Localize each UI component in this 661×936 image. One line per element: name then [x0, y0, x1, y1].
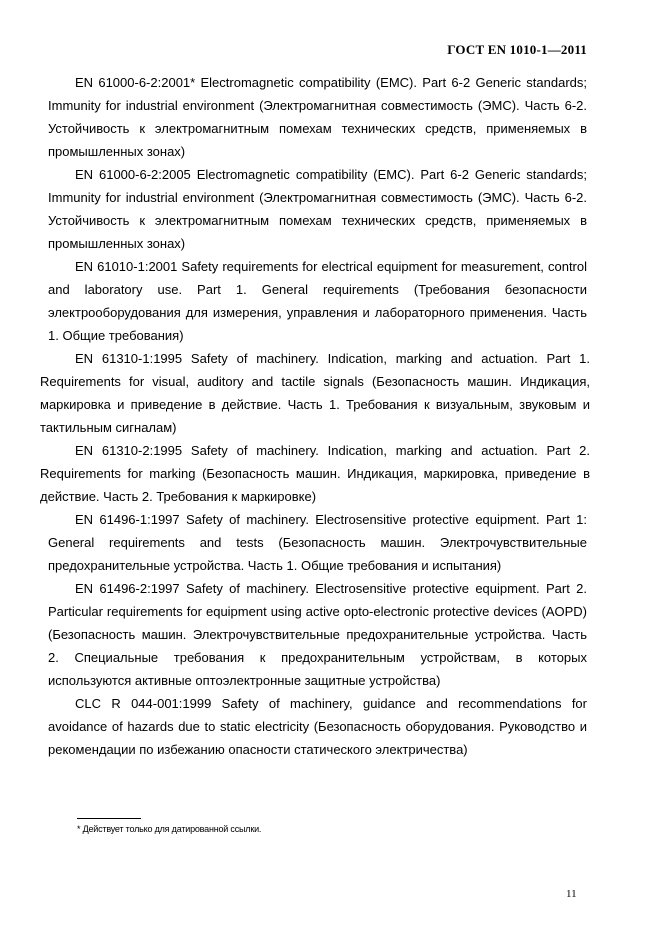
page-header-standard-code: ГОСТ EN 1010-1—2011 [447, 42, 587, 57]
reference-item: EN 61010-1:2001 Safety requirements for electrical equipment for measurement, control and laboratory use. Part 1. General requirements (Требования безопасности электрооборудования для измерения, управления и лабораторного применения. Часть 1. Общие требования) [48, 259, 587, 343]
page-number: 11 [566, 888, 577, 900]
reference-item: EN 61310-2:1995 Safety of machinery. Indication, marking and actuation. Part 2. Requirements for marking (Безопасность машин. Индикация, маркировка, приведение в действие. Часть 2. Требования к маркировке) [40, 443, 590, 504]
references-list [40, 71, 590, 761]
footnote: * Действует только для датированной ссылки. [77, 824, 262, 834]
reference-item: EN 61310-1:1995 Safety of machinery. Indication, marking and actuation. Part 1. Requirements for visual, auditory and tactile signals (Безопасность машин. Индикация, маркировка и приведение в действие. Часть 1. Требования к визуальным, звуковым и тактильным сигналам) [40, 351, 590, 435]
footnote-divider [77, 818, 141, 819]
reference-item: CLC R 044-001:1999 Safety of machinery, guidance and recommendations for avoidance of hazards due to static electricity (Безопасность оборудования. Руководство и рекомендации по избежанию опасности статического электричества) [48, 696, 587, 757]
reference-item: EN 61496-1:1997 Safety of machinery. Electrosensitive protective equipment. Part 1: General requirements and tests (Безопасность машин. Электрочувствительные предохранительные устройства. Часть 1. Общие требования и испытания) [48, 512, 587, 573]
reference-item: EN 61496-2:1997 Safety of machinery. Electrosensitive protective equipment. Part 2. Particular requirements for equipment using active opto-electronic protective devices (AOPD) (Безопасность машин. Электрочувствительные предохранительные устройства. Часть 2. Специальные требования к предохранительным устройствам, в которых используются активные оптоэлектронные защитные устройства) [48, 581, 587, 688]
reference-item: EN 61000-6-2:2001* Electromagnetic compatibility (EMC). Part 6-2 Generic standards; Immunity for industrial environment (Электромагнитная совместимость (ЭМС). Часть 6-2. Устойчивость к электромагнитным помехам технических средств, применяемых в промышленных зонах) [48, 75, 587, 159]
reference-item: EN 61000-6-2:2005 Electromagnetic compatibility (EMC). Part 6-2 Generic standards; Immunity for industrial environment (Электромагнитная совместимость (ЭМС). Часть 6-2. Устойчивость к электромагнитным помехам технических средств, применяемых в промышленных зонах) [48, 167, 587, 251]
